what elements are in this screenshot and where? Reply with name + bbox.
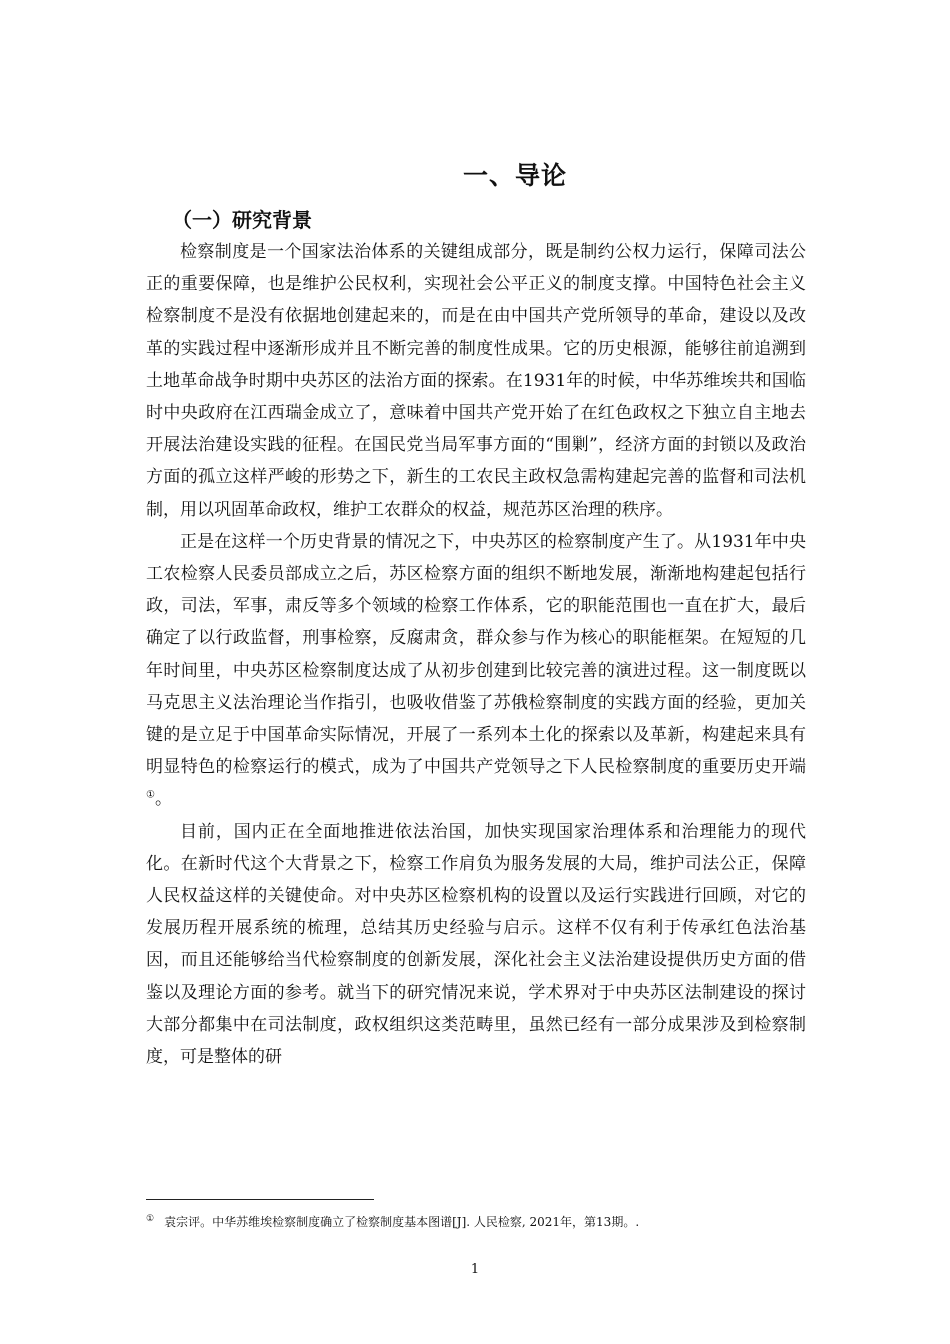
- footnote-mark: ①: [146, 1214, 155, 1224]
- page-number: 1: [470, 1262, 480, 1277]
- body-text: [146, 236, 806, 1073]
- paragraph-3: [146, 816, 806, 1074]
- paragraph-3-text: 目前，国内正在全面地推进依法治国，加快实现国家治理体系和治理能力的现代化。在新时代这个大背景之下，检察工作肩负为服务发展的大局，维护司法公正，保障人民权益这样的关键使命。对中央苏区检察机构的设置以及运行实践进行回顾，对它的发展历程开展系统的梳理，总结其历史经验与启示。这样不仅有利于传承红色法治基因，而且还能够给当代检察制度的创新发展，深化社会主义法治建设提供历史方面的借鉴以及理论方面的参考。就当下的研究情况来说，学术界对于中央苏区法制建设的探讨大部分都集中在司法制度，政权组织这类范畴里，虽然已经有一部分成果涉及到检察制度，可是整体的研: [146, 821, 806, 1068]
- footnote-separator: [146, 1199, 374, 1200]
- footnote-text: 袁宗评。中华苏维埃检察制度确立了检察制度基本图谱[J]. 人民检察, 2021年，第13期。.: [164, 1215, 640, 1229]
- chapter-title: 一、导论: [462, 161, 567, 190]
- paragraph-1-text: 检察制度是一个国家法治体系的关键组成部分，既是制约公权力运行，保障司法公正的重要保障，也是维护公民权利，实现社会公平正义的制度支撑。中国特色社会主义检察制度不是没有依据地创建起来的，而是在由中国共产党所领导的革命，建设以及改革的实践过程中逐渐形成并且不断完善的制度性成果。它的历史根源，能够往前追溯到土地革命战争时期中央苏区的法治方面的探索。在1931年的时候，中华苏维埃共和国临时中央政府在江西瑞金成立了，意味着中国共产党开始了在红色政权之下独立自主地去开展法治建设实践的征程。在国民党当局军事方面的“围剿”，经济方面的封锁以及政治方面的孤立这样严峻的形势之下，新生的工农民主政权急需构建起完善的监督和司法机制，用以巩固革命政权，维护工农群众的权益，规范苏区治理的秩序。: [146, 242, 806, 520]
- footnote-reference[interactable]: ①: [146, 789, 155, 801]
- footnote: [146, 1210, 806, 1231]
- paragraph-2-tail: 。: [154, 789, 172, 810]
- paragraph-2-text: 正是在这样一个历史背景的情况之下，中央苏区的检察制度产生了。从1931年中央工农检察人民委员部成立之后，苏区检察方面的组织不断地发展，渐渐地构建起包括行政，司法，军事，肃反等多个领域的检察工作体系，它的职能范围也一直在扩大，最后确定了以行政监督，刑事检察，反腐肃贪，群众参与作为核心的职能框架。在短短的几年时间里，中央苏区检察制度达成了从初步创建到比较完善的演进过程。这一制度既以马克思主义法治理论当作指引，也吸收借鉴了苏俄检察制度的实践方面的经验，更加关键的是立足于中国革命实际情况，开展了一系列本土化的探索以及革新，构建起来具有明显特色的检察运行的模式，成为了中国共产党领导之下人民检察制度的重要历史开端: [146, 531, 806, 778]
- paragraph-2: [146, 526, 806, 816]
- section-title: （一）研究背景: [172, 208, 312, 232]
- paragraph-1: [146, 236, 806, 526]
